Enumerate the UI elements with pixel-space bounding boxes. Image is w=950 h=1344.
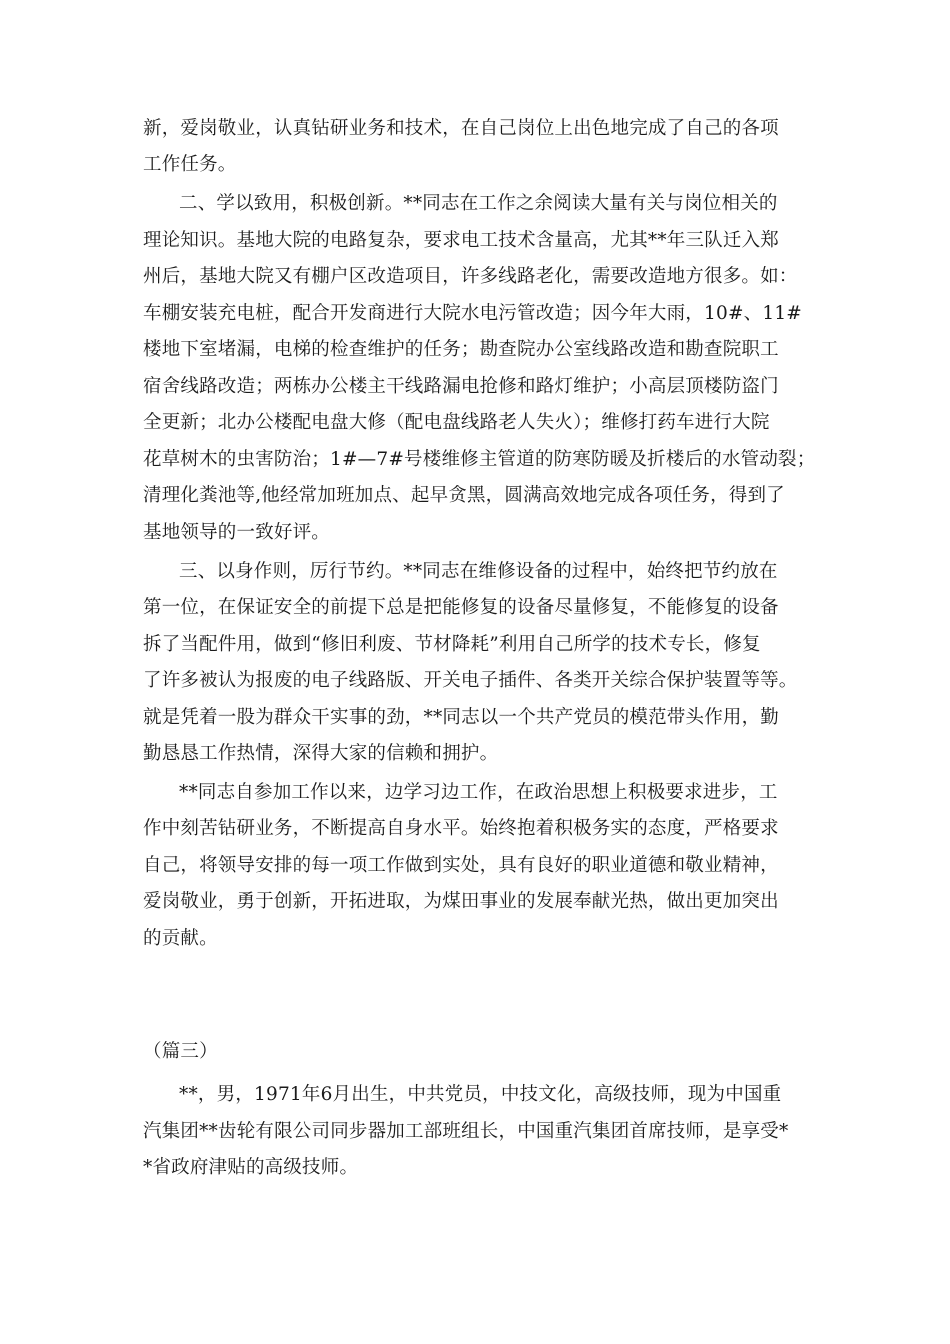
paragraph-line: 花草树木的虫害防治；1#—7#号楼维修主管道的防寒防暖及折楼后的水管动裂；: [143, 449, 816, 470]
paragraph-line: 宿舍线路改造；两栋办公楼主干线路漏电抢修和路灯维护；小高层顶楼防盗门: [143, 376, 779, 397]
paragraph-line: 理论知识。基地大院的电路复杂，要求电工技术含量高，尤其**年三队迁入郑: [143, 230, 780, 251]
paragraph-line: 楼地下室堵漏，电梯的检查维护的任务；勘查院办公室线路改造和勘查院职工: [143, 339, 779, 360]
paragraph-line: 就是凭着一股为群众干实事的劲，**同志以一个共产党员的模范带头作用，勤: [143, 707, 780, 728]
paragraph-line: **，男，1971年6月出生，中共党员，中技文化，高级技师，现为中国重: [179, 1084, 782, 1105]
paragraph-line: 的贡献。: [143, 928, 218, 949]
paragraph-line: 工作任务。: [143, 154, 237, 175]
paragraph-line: 全更新；北办公楼配电盘大修（配电盘线路老人失火）；维修打药车进行大院: [143, 412, 770, 433]
paragraph-line: *省政府津贴的高级技师。: [143, 1157, 359, 1178]
paragraph-line: 新，爱岗敬业，认真钻研业务和技术，在自己岗位上出色地完成了自己的各项: [143, 118, 779, 139]
paragraph-line: 基地领导的一致好评。: [143, 522, 331, 543]
section-two-heading-line: 二、学以致用，积极创新。**同志在工作之余阅读大量有关与岗位相关的: [179, 193, 778, 214]
paragraph-line: 勤恳恳工作热情，深得大家的信赖和拥护。: [143, 743, 499, 764]
section-three-heading-line: 三、以身作则，厉行节约。**同志在维修设备的过程中，始终把节约放在: [179, 561, 778, 582]
paragraph-line: 第一位，在保证安全的前提下总是把能修复的设备尽量修复，不能修复的设备: [143, 597, 779, 618]
section-label: （篇三）: [143, 1041, 218, 1062]
paragraph-line: 拆了当配件用，做到“修旧利废、节材降耗”利用自己所学的技术专长，修复: [143, 634, 761, 655]
summary-paragraph-line: **同志自参加工作以来，边学习边工作，在政治思想上积极要求进步，工: [179, 782, 778, 803]
paragraph-line: 作中刻苦钻研业务，不断提高自身水平。始终抱着积极务实的态度，严格要求: [143, 818, 779, 839]
paragraph-line: 清理化粪池等,他经常加班加点、起早贪黑，圆满高效地完成各项任务，得到了: [143, 485, 785, 506]
paragraph-line: 州后，基地大院又有棚户区改造项目，许多线路老化，需要改造地方很多。如：: [143, 266, 798, 287]
paragraph-line: 了许多被认为报废的电子线路版、开关电子插件、各类开关综合保护装置等等。: [143, 670, 798, 691]
paragraph-line: 汽集团**齿轮有限公司同步器加工部班组长，中国重汽集团首席技师，是享受*: [143, 1121, 789, 1142]
paragraph-line: 自己，将领导安排的每一项工作做到实处，具有良好的职业道德和敬业精神，: [143, 855, 779, 876]
paragraph-line: 爱岗敬业，勇于创新，开拓进取，为煤田事业的发展奉献光热，做出更加突出: [143, 891, 779, 912]
paragraph-line: 车棚安装充电桩，配合开发商进行大院水电污管改造；因今年大雨，10#、11#: [143, 303, 802, 324]
